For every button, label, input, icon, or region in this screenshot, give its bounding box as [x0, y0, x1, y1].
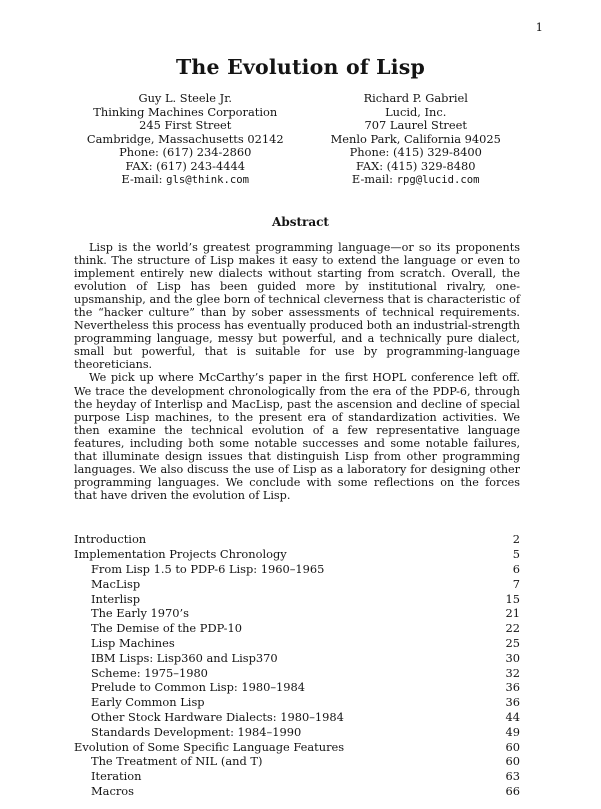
- toc-entry-label: The Treatment of NIL (and T): [91, 754, 263, 769]
- toc-entry-label: IBM Lisps: Lisp360 and Lisp370: [91, 650, 278, 665]
- author-affiliation: Thinking Machines Corporation: [93, 104, 278, 119]
- paper-title: The Evolution of Lisp: [175, 55, 426, 79]
- toc-entry: [74, 695, 520, 710]
- toc-entry: [74, 769, 520, 784]
- author-phone: Phone: (415) 329-8400: [349, 145, 482, 159]
- toc-entry: [74, 666, 520, 681]
- toc-entry: [74, 592, 520, 607]
- toc-entry-page: 21: [505, 606, 520, 621]
- toc-entry: [74, 740, 520, 755]
- author-block: [301, 92, 532, 188]
- author-email-line: [70, 173, 301, 188]
- toc-entry-page: 6: [512, 561, 520, 576]
- author-fax: FAX: (415) 329-8480: [355, 158, 476, 173]
- toc-entry-label: Introduction: [74, 532, 147, 547]
- toc-entry-page: 60: [505, 739, 520, 754]
- toc-entry: [74, 577, 520, 592]
- toc-entry: [74, 754, 520, 769]
- author-street: 707 Laurel Street: [364, 118, 467, 132]
- toc-entry-page: 66: [505, 783, 520, 798]
- toc-entry-label: Early Common Lisp: [91, 695, 205, 710]
- toc-entry: [74, 651, 520, 666]
- toc-entry: [74, 636, 520, 651]
- toc-entry: [74, 725, 520, 740]
- toc-entry-label: Scheme: 1975–1980: [91, 665, 208, 680]
- toc-entry-page: 25: [505, 635, 520, 650]
- toc-entry-label: Macros: [91, 783, 134, 798]
- authors-row: [70, 92, 531, 188]
- abstract-body: [74, 241, 520, 503]
- email-address: rpg@lucid.com: [396, 174, 480, 186]
- toc-entry-label: From Lisp 1.5 to PDP-6 Lisp: 1960–1965: [91, 561, 325, 576]
- toc-entry-label: Other Stock Hardware Dialects: 1980–1984: [91, 709, 344, 724]
- toc-entry-label: The Demise of the PDP-10: [91, 621, 242, 636]
- toc-entry-page: 15: [505, 591, 520, 606]
- author-street: 245 First Street: [139, 118, 232, 132]
- toc-entry-label: Interlisp: [91, 591, 141, 606]
- toc-entry-page: 7: [512, 576, 520, 591]
- toc-entry-page: 49: [505, 724, 520, 739]
- email-label: E-mail:: [351, 172, 394, 186]
- author-name: Richard P. Gabriel: [363, 91, 468, 105]
- toc-entry-page: 36: [505, 695, 520, 710]
- author-block: [70, 92, 301, 188]
- toc-entry-label: Lisp Machines: [91, 635, 175, 650]
- abstract-heading: Abstract: [272, 214, 329, 229]
- table-of-contents: [74, 532, 520, 798]
- abstract-paragraph: Lisp is the world’s greatest programming language—or so its proponents think. The structure of Lisp makes it easy to extend the language or even to implement entirely new dialects without starting from scratch. Overall, the evolution of Lisp has been guided more by institutional rivalry, one-upsmanship, and the glee born of technical cleverness that is characteristic of the “hacker culture” than by sober assessments of technical requirements. Nevertheless this process has eventually produced both an industrial-strength programming language, messy but powerful, and a technically pure dialect, small but powerful, that is suitable for use by programming-language theoreticians.: [74, 240, 520, 372]
- author-fax: FAX: (617) 243-4444: [125, 158, 246, 173]
- toc-entry-label: Evolution of Some Specific Language Features: [74, 739, 345, 754]
- toc-entry-page: 22: [505, 621, 520, 636]
- author-email-line: [301, 173, 532, 188]
- email-address: gls@think.com: [166, 174, 250, 186]
- page-number: 1: [535, 20, 543, 34]
- toc-entry: [74, 710, 520, 725]
- toc-entry-page: 60: [505, 754, 520, 769]
- toc-entry: [74, 680, 520, 695]
- toc-entry-page: 63: [505, 769, 520, 784]
- toc-entry-label: Standards Development: 1984–1990: [91, 724, 302, 739]
- toc-entry: [74, 784, 520, 799]
- abstract-paragraph: We pick up where McCarthy’s paper in the first HOPL conference left off. We trace the development chronologically from the era of the PDP-6, through the heyday of Interlisp and MacLisp, past the ascension and decline of special purpose Lisp machines, to the present era of standardization activities. We then examine the technical evolution of a few representative language features, including both some notable successes and some notable failures, that illuminate design issues that distinguish Lisp from other programming languages. We also discuss the use of Lisp as a laboratory for designing other programming languages. We conclude with some reflections on the forces that have driven the evolution of Lisp.: [74, 371, 520, 503]
- toc-entry-label: Iteration: [91, 769, 142, 784]
- author-city: Cambridge, Massachusetts 02142: [86, 131, 284, 146]
- toc-entry-label: Prelude to Common Lisp: 1980–1984: [91, 680, 306, 695]
- toc-entry-page: 44: [505, 709, 520, 724]
- toc-entry-label: MacLisp: [91, 576, 141, 591]
- toc-entry-page: 2: [512, 532, 520, 547]
- author-name: Guy L. Steele Jr.: [138, 91, 233, 105]
- toc-entry-page: 32: [505, 665, 520, 680]
- author-phone: Phone: (617) 234-2860: [119, 145, 252, 159]
- toc-entry-page: 36: [505, 680, 520, 695]
- toc-entry-page: 30: [505, 650, 520, 665]
- toc-entry-label: The Early 1970’s: [91, 606, 189, 621]
- toc-entry-label: Implementation Projects Chronology: [74, 547, 287, 562]
- toc-entry: [74, 621, 520, 636]
- toc-entry: [74, 562, 520, 577]
- author-affiliation: Lucid, Inc.: [385, 104, 447, 119]
- toc-entry: [74, 532, 520, 547]
- toc-entry: [74, 606, 520, 621]
- toc-entry: [74, 547, 520, 562]
- toc-entry-page: 5: [512, 547, 520, 562]
- email-label: E-mail:: [121, 172, 163, 186]
- author-city: Menlo Park, California 94025: [330, 131, 501, 146]
